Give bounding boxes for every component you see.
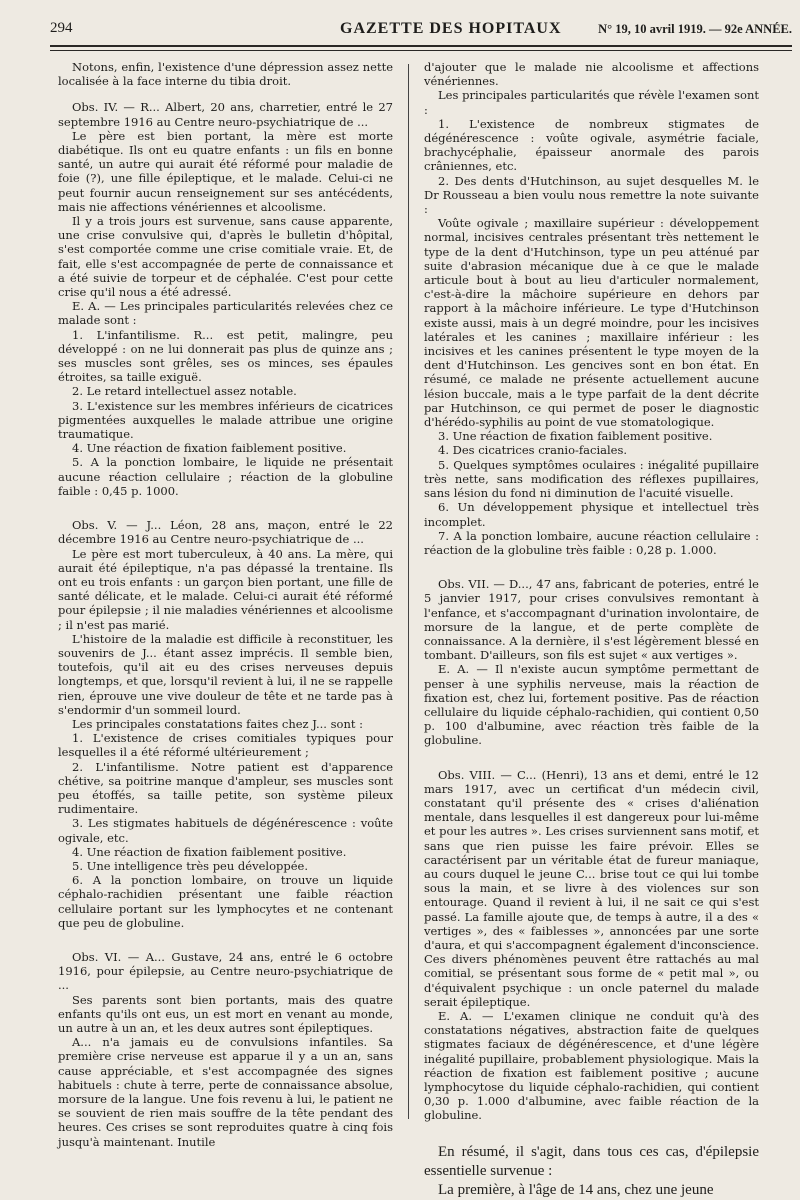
list-item: 1. L'existence de nombreux stigmates de dégénérescence : voûte ogivale, asymétrie faciale, brachycéphalie, épaisseur anormale des parois crâniennes, etc.: [424, 116, 759, 174]
column-divider: [408, 64, 409, 1119]
list-item: 5. Une intelligence très peu développée.: [72, 858, 308, 873]
paragraph: E. A. — Les principales particularités relevées chez ce malade sont :: [58, 299, 393, 328]
paragraph: A... n'a jamais eu de convulsions infantiles. Sa première crise nerveuse est apparue il y a un an, sans cause appréciable, et s'est accompagnée des signes habituels : chute à terre, perte de connaissance absolue, morsure de la langue. Une fois revenu à lui, le patient ne se souvient de rien mais souffre de la tête pendant des heures. Ces crises se sont reproduites quatre à cinq fois jusqu'à maintenant. Inutile: [58, 1035, 393, 1149]
paragraph: Le père est bien portant, la mère est morte diabétique. Ils ont eu quatre enfants : un fils en bonne santé, un autre qui aurait été réformé pour maladie de foie (?), une fille épileptique, et le malade. Celui-ci ne peut fournir aucun renseignement sur ses antécédents, mais nie affections vénériennes et alcoolisme.: [58, 128, 393, 214]
list-item: 3. Les stigmates habituels de dégénérescence : voûte ogivale, etc.: [58, 816, 393, 845]
issue-info: N° 19, 10 avril 1919. — 92e ANNÉE.: [598, 22, 792, 36]
list-item: 1. L'infantilisme. R... est petit, malingre, peu développé : on ne lui donnerait pas plus de quinze ans ; ses muscles sont grêles, ses os minces, ses épaules étroites, sa taille exiguë.: [58, 327, 393, 385]
list-item: 1. L'existence de crises comitiales typiques pour lesquelles il a été réformé ultérieurement ;: [58, 731, 393, 760]
paragraph: Les principales particularités que révèle l'examen sont :: [424, 88, 759, 117]
header-rule: [50, 45, 792, 47]
obs-heading: Obs. V. — J... Léon, 28 ans, maçon, entré le 22 décembre 1916 au Centre neuro-psychiatrique de ...: [58, 518, 393, 547]
list-item: 3. L'existence sur les membres inférieurs de cicatrices pigmentées auxquelles le malade attribue une origine traumatique.: [58, 398, 393, 442]
list-item: 6. Un développement physique et intellectuel très incomplet.: [424, 500, 759, 529]
obs-heading: Obs. VI. — A... Gustave, 24 ans, entré le 6 octobre 1916, pour épilepsie, au Centre neuro-psychiatrique de ...: [58, 949, 393, 993]
list-item: 2. Le retard intellectuel assez notable.: [72, 384, 297, 399]
summary-paragraph: La première, à l'âge de 14 ans, chez une jeune: [438, 1181, 714, 1198]
obs-heading: Obs. VII. — D..., 47 ans, fabricant de poteries, entré le 5 janvier 1917, pour crises convulsives remontant à l'enfance, et s'accompagnant d'urination involontaire, de morsure de la langue, et de perte complète de connaissance. A la dernière, il s'est légèrement blessé en tombant. D'ailleurs, son fils est sujet « aux vertiges ».: [424, 577, 759, 663]
paragraph: Il y a trois jours est survenue, sans cause apparente, une crise convulsive qui, d'après le bulletin d'hôpital, s'est comportée comme une crise comitiale vraie. Et, de fait, elle s'est accompagnée de perte de connaissance et a été suivie de torpeur et de céphalée. C'est pour cette crise qu'il nous a été adressé.: [58, 214, 393, 300]
list-item: 4. Une réaction de fixation faiblement positive.: [72, 844, 347, 859]
list-item: 3. Une réaction de fixation faiblement positive.: [438, 429, 713, 444]
list-item: 6. A la ponction lombaire, on trouve un liquide céphalo-rachidien présentant une faible réaction cellulaire portant sur les lymphocytes et ne contenant que peu de globuline.: [58, 873, 393, 930]
paragraph: Ses parents sont bien portants, mais des quatre enfants qu'ils ont eus, un est mort en venant au monde, un autre à un an, et les deux autres sont épileptiques.: [58, 992, 393, 1035]
list-item: 4. Une réaction de fixation faiblement positive.: [72, 441, 347, 456]
dental-note: Voûte ogivale ; maxillaire supérieur : développement normal, incisives centrales présentant très nettement le type de la dent d'Hutchinson, type un peu atténué par suite d'abrasion mécanique due à ce que le malade articule bout à bout au lieu d'articuler normalement, c'est-à-dire la mâchoire supérieure en dehors par rapport à la mâchoire inférieure. Le type d'Hutchinson existe aussi, mais à un degré moindre, pour les incisives latérales et les canines ; maxillaire inférieur : les incisives et les canines présentent le type moyen de la dent d'Hutchinson. Les gencives sont en bon état. En résumé, ce malade ne présente actuellement aucune lésion buccale, mais a le type parfait de la dent décrite par Hutchinson, ce qui permet de poser le diagnostic d'hérédo-syphilis au point de vue stomatologique.: [424, 216, 759, 430]
list-item: 4. Des cicatrices cranio-faciales.: [438, 443, 628, 458]
list-item: 7. A la ponction lombaire, aucune réaction cellulaire : réaction de la globuline très faible : 0,28 p. 1.000.: [424, 528, 759, 557]
header-rule-thin: [50, 50, 792, 51]
obs-heading: Obs. VIII. — C... (Henri), 13 ans et demi, entré le 12 mars 1917, avec un certificat d'un médecin civil, constatant qu'il présente des « crises d'aliénation mentale, dans lesquelles il est dangereux pour lui-même et pour les autres ». Les crises surviennent sans motif, et sans que rien puisse les faire prévoir. Elles se caractérisent par un véritable état de fureur maniaque, au cours duquel le jeune C... brise tout ce qui lui tombe sous la main, et se livre à des violences sur son entourage. Quand il revient à lui, il ne sait ce qui s'est passé. La famille ajoute que, de temps à autre, il a des « vertiges », des « faiblesses », annoncées par une sorte d'aura, et qui s'accompagnent également d'inconscience. Ces divers phénomènes peuvent être rattachés au mal comitial, se présentant sous forme de « petit mal », ou d'équivalent psychique : un oncle paternel du malade serait épileptique.: [424, 767, 759, 1009]
paragraph: E. A. — Il n'existe aucun symptôme permettant de penser à une syphilis nerveuse, mais la réaction de fixation est, chez lui, fortement positive. Pas de réaction cellulaire du liquide céphalo-rachidien, qui contient 0,50 p. 100 d'albumine, avec réaction très faible de la globuline.: [424, 662, 759, 748]
paragraph: d'ajouter que le malade nie alcoolisme et affections vénériennes.: [424, 60, 759, 89]
list-item: 2. L'infantilisme. Notre patient est d'apparence chétive, sa poitrine manque d'ampleur, ses muscles sont peu étoffés, sa taille petite, son système pileux rudimentaire.: [58, 759, 393, 817]
page-number: 294: [50, 20, 73, 36]
paragraph: Le père est mort tuberculeux, à 40 ans. La mère, qui aurait été épileptique, n'a pas dépassé la trentaine. Ils ont eu trois enfants : un garçon bien portant, une fille de santé délicate, et le malade. Celui-ci aurait été réformé pour épilepsie ; il nie maladies vénériennes et alcoolisme ; il n'est pas marié.: [58, 546, 393, 632]
list-item: 5. A la ponction lombaire, le liquide ne présentait aucune réaction cellulaire ; réaction de la globuline faible : 0,45 p. 1000.: [58, 455, 393, 498]
left-column: [58, 60, 393, 1149]
obs-heading: Obs. IV. — R... Albert, 20 ans, charretier, entré le 27 septembre 1916 au Centre neuro-psychiatrique de ...: [58, 100, 393, 129]
journal-title: GAZETTE DES HOPITAUX: [340, 20, 562, 37]
paragraph: Les principales constatations faites chez J... sont :: [72, 716, 363, 731]
paragraph: Notons, enfin, l'existence d'une dépression assez nette localisée à la face interne du tibia droit.: [58, 60, 393, 89]
right-column: [424, 60, 759, 1200]
summary-paragraph: En résumé, il s'agit, dans tous ces cas, d'épilepsie essentielle survenue :: [424, 1143, 759, 1179]
paragraph: L'histoire de la maladie est difficile à reconstituer, les souvenirs de J... étant assez imprécis. Il semble bien, toutefois, qu'il ait eu des crises nerveuses depuis longtemps, et que, lorsqu'il revient à lui, il ne se rappelle rien, éprouve une vive douleur de tête et ne tarde pas à s'endormir d'un sommeil lourd.: [58, 631, 393, 717]
page-header: [50, 18, 792, 44]
list-item: 2. Des dents d'Hutchinson, au sujet desquelles M. le Dr Rousseau a bien voulu nous remettre la note suivante :: [424, 173, 759, 217]
paragraph: E. A. — L'examen clinique ne conduit qu'à des constatations négatives, abstraction faite de quelques stigmates faciaux de dégénérescence, et d'une légère inégalité pupillaire, probablement physiologique. Mais la réaction de fixation est faiblement positive ; aucune lymphocytose du liquide céphalo-rachidien, qui contient 0,30 p. 1.000 d'albumine, avec faible réaction de la globuline.: [424, 1009, 759, 1123]
list-item: 5. Quelques symptômes oculaires : inégalité pupillaire très nette, sans modification des réflexes pupillaires, sans lésion du fond ni diminution de l'acuité visuelle.: [424, 457, 759, 501]
